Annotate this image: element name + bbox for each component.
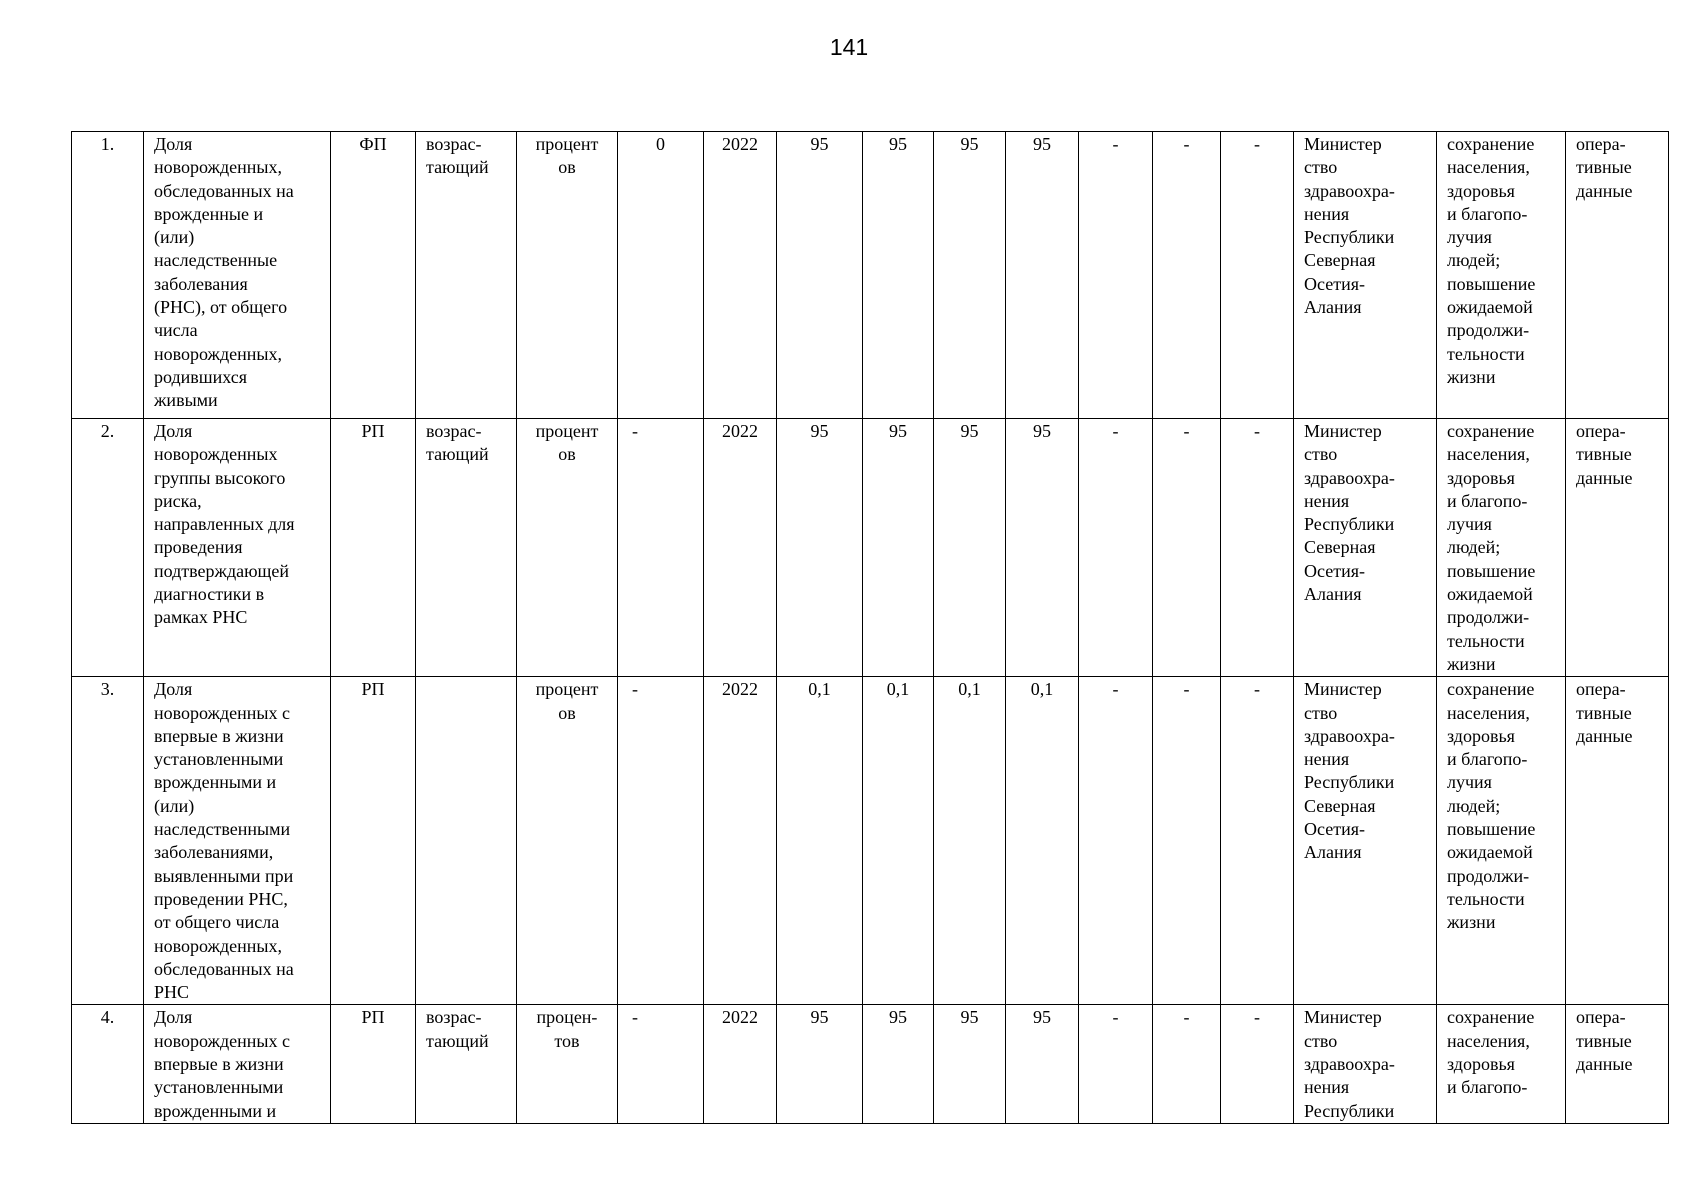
value-7: -	[1221, 419, 1294, 677]
indicator-name: Доля новорожденных, обследованных на врожденные и (или) наследственные заболевания (РНС), от общего числа новорожденных, родившихся живыми	[144, 132, 331, 419]
unit: процент ов	[517, 419, 618, 677]
unit: процен- тов	[517, 1005, 618, 1123]
base-year: 2022	[704, 1005, 777, 1123]
value-3: 95	[934, 1005, 1006, 1123]
indicator-level: РП	[331, 419, 416, 677]
value-2: 95	[863, 132, 934, 419]
info-system: опера- тивные данные	[1566, 1005, 1669, 1123]
unit: процент ов	[517, 677, 618, 1005]
indicator-type: возрас- тающий	[416, 419, 517, 677]
value-1: 0,1	[777, 677, 863, 1005]
value-2: 95	[863, 1005, 934, 1123]
table-row	[72, 419, 1669, 677]
national-goal: сохранение населения, здоровья и благопо- лучия людей; повышение ожидаемой продолжи- тельности жизни	[1437, 132, 1566, 419]
value-5: -	[1079, 132, 1153, 419]
indicator-type: возрас- тающий	[416, 132, 517, 419]
base-year: 2022	[704, 419, 777, 677]
value-1: 95	[777, 419, 863, 677]
indicator-level: РП	[331, 677, 416, 1005]
indicator-name: Доля новорожденных группы высокого риска, направленных для проведения подтверждающей диагностики в рамках РНС	[144, 419, 331, 677]
responsible-body: Министер ство здравоохра- нения Республики Северная Осетия- Алания	[1294, 677, 1437, 1005]
row-number: 2.	[72, 419, 144, 677]
national-goal: сохранение населения, здоровья и благопо-	[1437, 1005, 1566, 1123]
indicators-table	[71, 131, 1669, 1124]
row-number: 4.	[72, 1005, 144, 1123]
responsible-body: Министер ство здравоохра- нения Республики Северная Осетия- Алания	[1294, 132, 1437, 419]
base-value: -	[618, 419, 704, 677]
table-row	[72, 132, 1669, 419]
value-4: 95	[1006, 419, 1079, 677]
value-7: -	[1221, 677, 1294, 1005]
responsible-body: Министер ство здравоохра- нения Республики	[1294, 1005, 1437, 1123]
value-2: 0,1	[863, 677, 934, 1005]
value-4: 95	[1006, 1005, 1079, 1123]
value-3: 0,1	[934, 677, 1006, 1005]
indicator-type: возрас- тающий	[416, 1005, 517, 1123]
value-5: -	[1079, 1005, 1153, 1123]
unit: процент ов	[517, 132, 618, 419]
value-4: 95	[1006, 132, 1079, 419]
indicator-level: РП	[331, 1005, 416, 1123]
value-1: 95	[777, 132, 863, 419]
info-system: опера- тивные данные	[1566, 419, 1669, 677]
indicator-name: Доля новорожденных с впервые в жизни установленными врожденными и	[144, 1005, 331, 1123]
table-row	[72, 1005, 1669, 1123]
value-7: -	[1221, 132, 1294, 419]
info-system: опера- тивные данные	[1566, 132, 1669, 419]
value-1: 95	[777, 1005, 863, 1123]
indicator-name: Доля новорожденных с впервые в жизни установленными врожденными и (или) наследственными заболеваниями, выявленными при проведении РНС, от общего числа новорожденных, обследованных на РНС	[144, 677, 331, 1005]
indicator-type	[416, 677, 517, 1005]
value-4: 0,1	[1006, 677, 1079, 1005]
base-value: -	[618, 677, 704, 1005]
base-value: -	[618, 1005, 704, 1123]
row-number: 3.	[72, 677, 144, 1005]
page-number: 141	[829, 34, 869, 60]
value-6: -	[1153, 1005, 1221, 1123]
indicator-level: ФП	[331, 132, 416, 419]
value-7: -	[1221, 1005, 1294, 1123]
row-number: 1.	[72, 132, 144, 419]
value-5: -	[1079, 419, 1153, 677]
value-3: 95	[934, 132, 1006, 419]
responsible-body: Министер ство здравоохра- нения Республики Северная Осетия- Алания	[1294, 419, 1437, 677]
base-year: 2022	[704, 677, 777, 1005]
value-6: -	[1153, 677, 1221, 1005]
national-goal: сохранение населения, здоровья и благопо- лучия людей; повышение ожидаемой продолжи- тельности жизни	[1437, 419, 1566, 677]
national-goal: сохранение населения, здоровья и благопо- лучия людей; повышение ожидаемой продолжи- тельности жизни	[1437, 677, 1566, 1005]
info-system: опера- тивные данные	[1566, 677, 1669, 1005]
table-row	[72, 677, 1669, 1005]
value-3: 95	[934, 419, 1006, 677]
value-6: -	[1153, 419, 1221, 677]
base-year: 2022	[704, 132, 777, 419]
value-2: 95	[863, 419, 934, 677]
value-5: -	[1079, 677, 1153, 1005]
value-6: -	[1153, 132, 1221, 419]
base-value: 0	[618, 132, 704, 419]
